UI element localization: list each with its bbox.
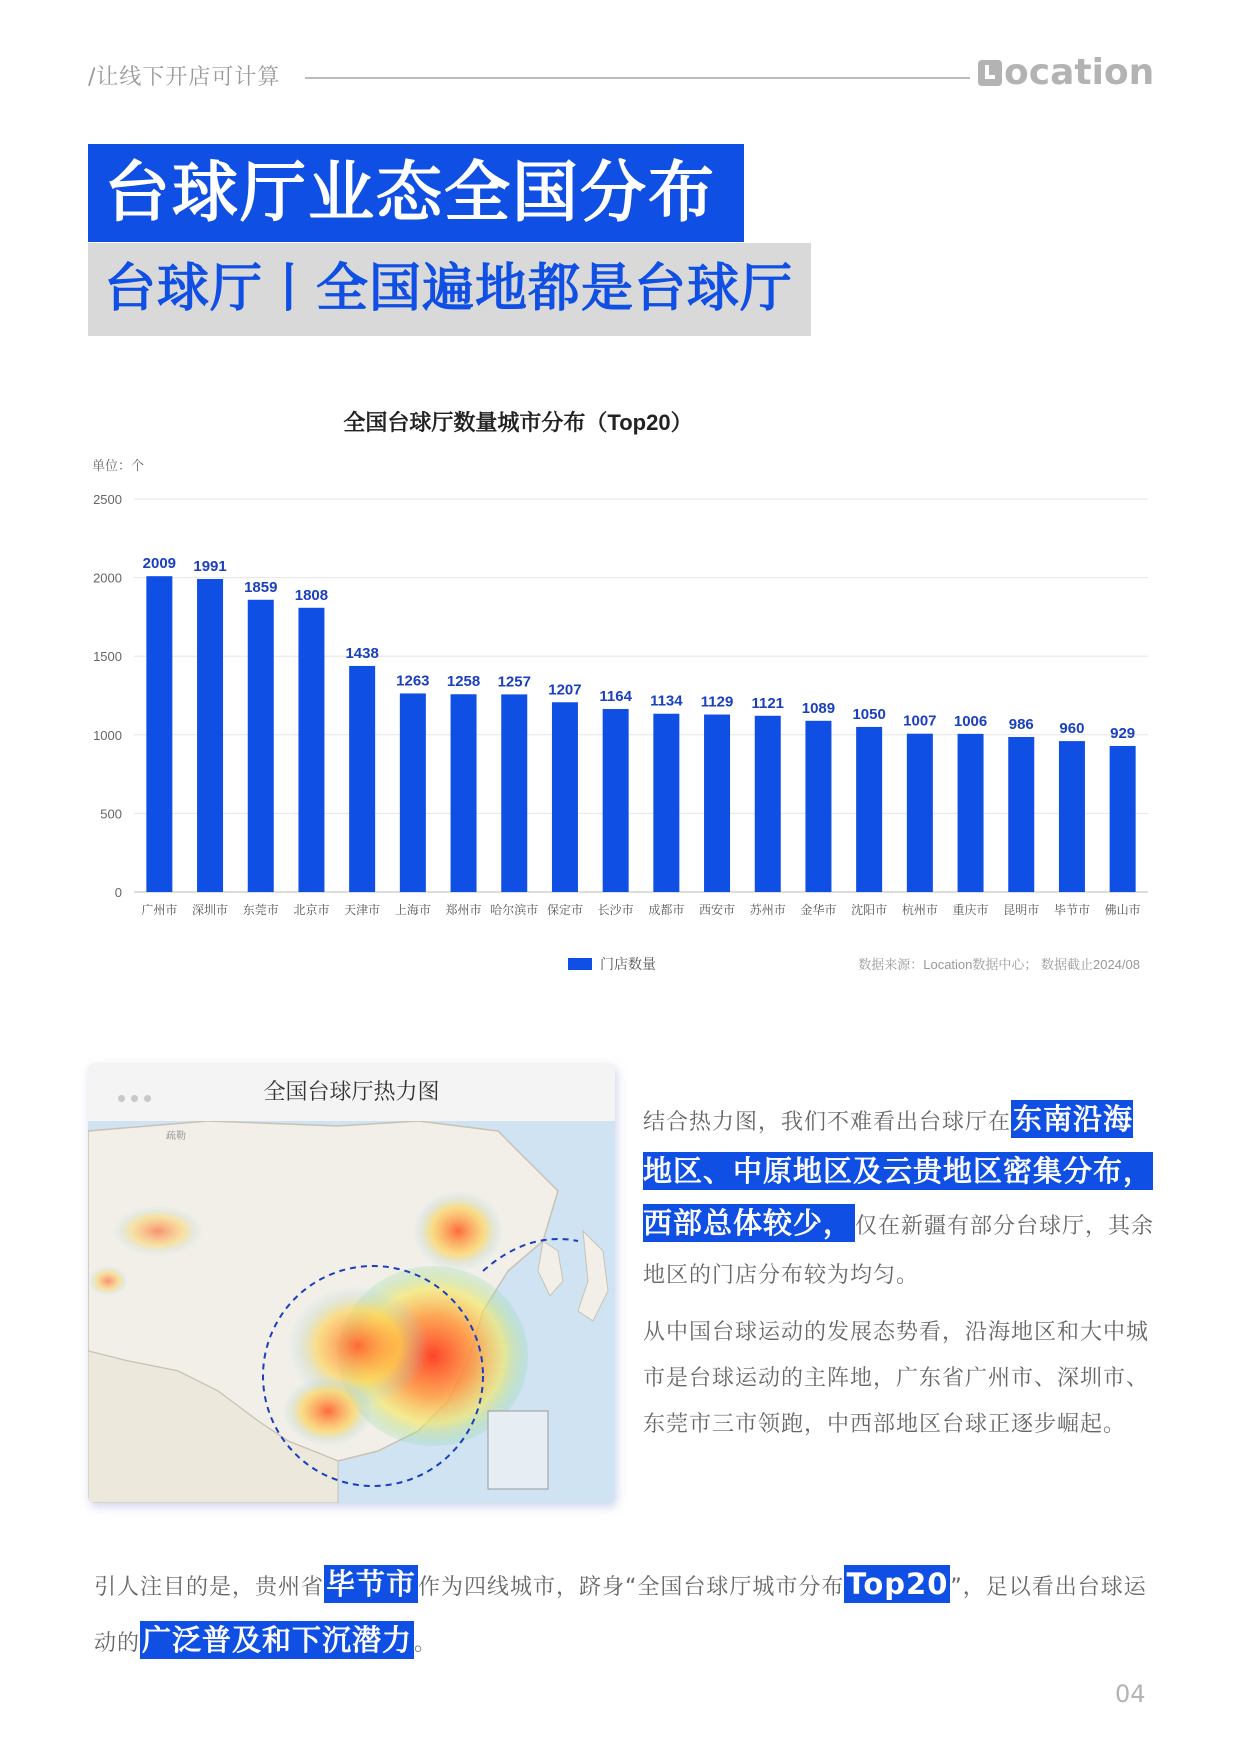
bar-value-label: 2009 <box>142 555 177 573</box>
x-tick-label: 成都市 <box>648 903 685 917</box>
bar <box>704 715 730 892</box>
china-heatmap <box>88 1121 615 1503</box>
bar-value-label: 1207 <box>548 681 582 699</box>
bar-value-label: 1050 <box>852 705 886 723</box>
para3-highlight-top20: Top20 <box>846 1567 949 1601</box>
logo-mark-icon <box>978 60 1002 86</box>
x-tick-label: 沈阳市 <box>851 903 888 917</box>
bar-value-label: 960 <box>1059 720 1085 738</box>
chart-source-note: 数据来源：Location数据中心； 数据截止2024/08 <box>858 957 1140 972</box>
x-tick-label: 广州市 <box>141 903 178 917</box>
bar-value-label: 1991 <box>193 558 227 576</box>
bar-value-label: 1089 <box>801 699 836 717</box>
bar-chart-svg <box>88 404 1148 1004</box>
page-number: 04 <box>1115 1680 1146 1708</box>
y-tick-label: 500 <box>100 806 122 822</box>
bar <box>298 608 324 892</box>
x-tick-label: 重庆市 <box>952 903 989 917</box>
x-tick-label: 保定市 <box>546 903 583 917</box>
bar <box>197 579 223 892</box>
bar-value-label: 929 <box>1110 724 1136 742</box>
brand-logo <box>978 52 1154 93</box>
bar <box>1110 746 1136 892</box>
bar-value-label: 1263 <box>396 672 430 690</box>
page-subtitle: 台球厅丨全国遍地都是台球厅 <box>88 243 811 336</box>
y-tick-label: 0 <box>114 885 122 900</box>
para1-text-b: 仅在新疆有部分台球厅，其余地区的门店分布较为均匀。 <box>643 1214 1155 1288</box>
para3-highlight-potential: 广泛普及和下沉潜力 <box>142 1623 413 1657</box>
x-tick-label: 东莞市 <box>242 903 279 917</box>
bar <box>501 694 527 892</box>
para3-text-d: 。 <box>414 1631 438 1656</box>
chart-unit-label: 单位：个 <box>92 458 145 473</box>
para3-text-a: 引人注目的是，贵州省 <box>94 1575 325 1600</box>
bar <box>755 716 781 892</box>
y-tick-label: 2500 <box>93 492 122 507</box>
bar-value-label: 1121 <box>751 694 785 712</box>
legend-swatch <box>568 958 592 970</box>
bar-value-label: 1808 <box>294 586 329 604</box>
paragraph-trend: 从中国台球运动的发展态势看，沿海地区和大中城市是台球运动的主阵地，广东省广州市、深圳市、东莞市三市领跑，中西部地区台球正逐步崛起。 <box>643 1320 1150 1437</box>
x-tick-label: 毕节市 <box>1053 903 1090 917</box>
bar <box>146 576 172 892</box>
x-tick-label: 哈尔滨市 <box>490 903 539 917</box>
bar-chart <box>88 404 1148 1004</box>
heatmap-card <box>88 1063 615 1503</box>
bar-value-label: 986 <box>1008 716 1034 734</box>
chart-title: 全国台球厅数量城市分布（Top20） <box>343 410 693 435</box>
x-tick-label: 昆明市 <box>1003 903 1040 917</box>
bar <box>1008 737 1034 892</box>
heatmap-title: 全国台球厅热力图 <box>263 1080 440 1105</box>
para3-text-c: ”，足以看出台球运动的 <box>94 1575 1147 1656</box>
legend-label: 门店数量 <box>600 956 656 972</box>
bar <box>248 600 274 892</box>
bar <box>1059 741 1085 892</box>
bar-value-label: 1134 <box>650 692 683 710</box>
bar-value-label: 1007 <box>903 712 937 730</box>
bar-value-label: 1006 <box>953 712 988 730</box>
bar <box>603 709 629 892</box>
bar-value-label: 1164 <box>599 688 632 706</box>
header-divider <box>305 77 970 79</box>
bar <box>349 666 375 892</box>
y-tick-label: 1000 <box>93 727 122 743</box>
x-tick-label: 金华市 <box>800 903 837 917</box>
bar-value-label: 1438 <box>345 644 379 662</box>
x-tick-label: 深圳市 <box>192 903 229 917</box>
x-tick-label: 佛山市 <box>1104 903 1141 917</box>
x-tick-label: 天津市 <box>344 903 381 917</box>
header-tagline: /让线下开店可计算 <box>88 65 281 90</box>
paragraph-bijie <box>94 1558 1164 1670</box>
bar <box>552 702 578 892</box>
bar-value-label: 1258 <box>446 673 481 691</box>
paragraph-heatmap-analysis <box>643 1095 1155 1300</box>
bar <box>958 734 984 892</box>
y-tick-label: 1500 <box>93 649 122 665</box>
bar-value-label: 1257 <box>497 673 531 691</box>
page-title: 台球厅业态全国分布 <box>88 144 744 242</box>
para3-highlight-bijie: 毕节市 <box>326 1567 417 1601</box>
bar <box>856 727 882 892</box>
para1-text-a: 结合热力图，我们不难看出台球厅在 <box>643 1110 1012 1135</box>
bar <box>805 721 831 892</box>
para1-highlight: 东南沿海地区、中原地区及云贵地区密集分布，西部总体较少， <box>643 1102 1154 1240</box>
x-tick-label: 上海市 <box>394 903 431 917</box>
x-tick-label: 郑州市 <box>445 903 482 917</box>
logo-text: ocation <box>1004 52 1155 93</box>
bar <box>907 734 933 892</box>
bar <box>451 694 477 892</box>
x-tick-label: 长沙市 <box>597 903 634 917</box>
map-place-label: 疏勒 <box>166 1131 186 1142</box>
y-tick-label: 2000 <box>93 570 122 586</box>
x-tick-label: 西安市 <box>699 903 736 917</box>
bar-value-label: 1129 <box>700 693 734 711</box>
x-tick-label: 苏州市 <box>749 903 786 917</box>
x-tick-label: 北京市 <box>293 903 330 917</box>
x-tick-label: 杭州市 <box>901 903 938 917</box>
bar <box>653 714 679 892</box>
bar <box>400 693 426 892</box>
para3-text-b: 作为四线城市，跻身“全国台球厅城市分布 <box>418 1575 845 1600</box>
bar-value-label: 1859 <box>244 578 278 596</box>
